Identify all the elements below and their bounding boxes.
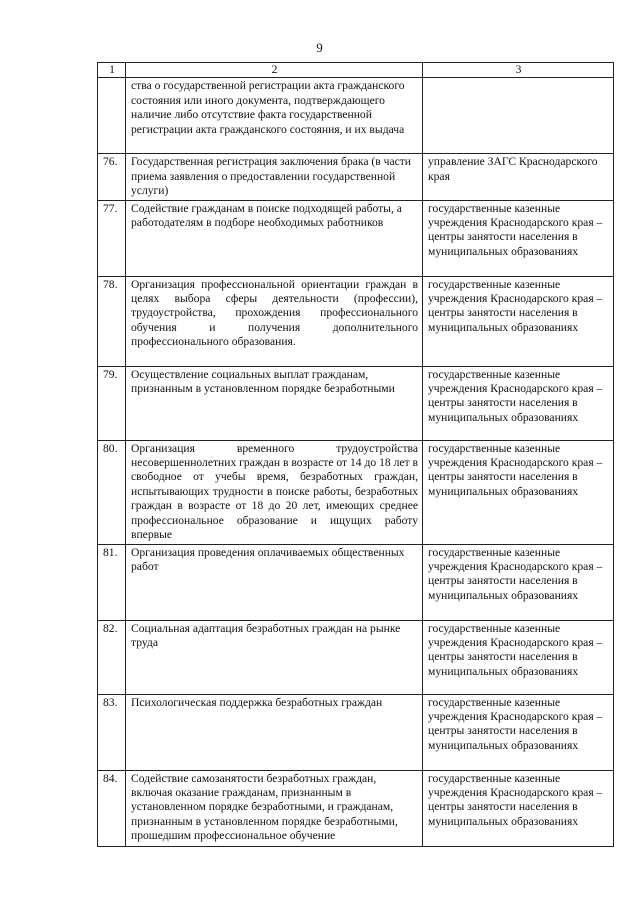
service-name: Осуществление социальных выплат гражданам, признанным в установленном порядке безработными [126,366,423,440]
table-row [98,200,614,276]
table-row [98,440,614,544]
service-name: Содействие гражданам в поиске подходящей работы, а работодателям в подборе необходимых работников [126,200,423,276]
service-provider [423,78,614,154]
row-number: 76. [98,154,126,200]
table-row [98,154,614,200]
service-name: Содействие самозанятости безработных граждан, включая оказание гражданам, признанным в установленном порядке безработными, и гражданам, признанным в установленном порядке безработными, прошедшим профессиональное обучение [126,770,423,846]
table-row [98,770,614,846]
column-header-service: 2 [126,63,423,78]
service-name: ства о государственной регистрации акта гражданского состояния или иного документа, подтверждающего наличие либо отсутствие факта государственной регистрации акта гражданского состояния, и их выдача [126,78,423,154]
services-table [97,62,614,847]
service-name: Организация временного трудоустройства несовершеннолетних граждан в возрасте от 14 до 18 лет в свободное от учебы время, безработных граждан, испытывающих трудности в поиске работы, безработных граждан в возрасте от 18 до 20 лет, имеющих среднее профессиональное образование и ищущих работу впервые [126,440,423,544]
service-name: Организация профессиональной ориентации граждан в целях выбора сферы деятельности (профессии), трудоустройства, прохождения профессионального обучения и получения дополнительного профессионального образования. [126,276,423,366]
service-provider: государственные казенные учреждения Краснодарского края – центры занятости населения в муниципальных образованиях [423,276,614,366]
service-provider: управление ЗАГС Краснодарского края [423,154,614,200]
table-row [98,78,614,154]
service-provider: государственные казенные учреждения Краснодарского края – центры занятости населения в муниципальных образованиях [423,620,614,694]
table-header-row [98,63,614,78]
row-number [98,78,126,154]
page-number: 9 [316,40,323,55]
service-provider: государственные казенные учреждения Краснодарского края – центры занятости населения в муниципальных образованиях [423,366,614,440]
service-provider: государственные казенные учреждения Краснодарского края – центры занятости населения в муниципальных образованиях [423,770,614,846]
row-number: 80. [98,440,126,544]
row-number: 84. [98,770,126,846]
row-number: 83. [98,694,126,770]
table-row [98,544,614,620]
column-header-provider: 3 [423,63,614,78]
row-number: 77. [98,200,126,276]
service-provider: государственные казенные учреждения Краснодарского края – центры занятости населения в муниципальных образованиях [423,544,614,620]
service-name: Социальная адаптация безработных граждан на рынке труда [126,620,423,694]
row-number: 79. [98,366,126,440]
service-name: Организация проведения оплачиваемых общественных работ [126,544,423,620]
column-header-number: 1 [98,63,126,78]
service-name: Психологическая поддержка безработных граждан [126,694,423,770]
service-provider: государственные казенные учреждения Краснодарского края – центры занятости населения в муниципальных образованиях [423,440,614,544]
service-name: Государственная регистрация заключения брака (в части приема заявления о предоставлении государственной услуги) [126,154,423,200]
table-row [98,276,614,366]
row-number: 78. [98,276,126,366]
row-number: 82. [98,620,126,694]
table-row [98,620,614,694]
service-provider: государственные казенные учреждения Краснодарского края – центры занятости населения в муниципальных образованиях [423,694,614,770]
table-row [98,694,614,770]
service-provider: государственные казенные учреждения Краснодарского края – центры занятости населения в муниципальных образованиях [423,200,614,276]
row-number: 81. [98,544,126,620]
table-row [98,366,614,440]
